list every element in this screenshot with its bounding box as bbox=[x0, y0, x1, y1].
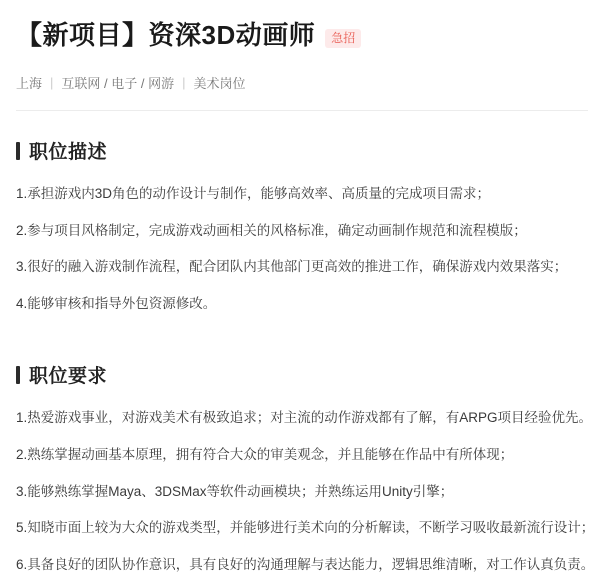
meta-separator-2: | bbox=[182, 75, 186, 91]
header-divider bbox=[16, 110, 588, 111]
description-item: 2.参与项目风格制定，完成游戏动画相关的风格标准，确定动画制作规范和流程模版； bbox=[16, 222, 527, 238]
title-row bbox=[16, 20, 588, 51]
page-title: 【新项目】资深3D动画师 bbox=[16, 20, 316, 50]
status-badge: 急招 bbox=[325, 29, 361, 48]
section-body-requirements bbox=[16, 408, 595, 574]
section-job-description bbox=[16, 137, 588, 313]
section-heading-label: 职位描述 bbox=[29, 142, 108, 164]
meta-separator-1: | bbox=[50, 75, 54, 91]
section-heading-description bbox=[16, 137, 588, 164]
section-heading-requirements bbox=[16, 361, 588, 388]
heading-accent-bar bbox=[16, 142, 20, 160]
requirement-item: 3.能够熟练掌握Maya、3DSMax等软件动画模块；并熟练运用Unity引擎； bbox=[16, 483, 454, 499]
section-body-description bbox=[16, 184, 588, 313]
section-heading-label: 职位要求 bbox=[29, 366, 108, 388]
heading-accent-bar bbox=[16, 366, 20, 384]
description-item: 3.很好的融入游戏制作流程，配合团队内其他部门更高效的推进工作，确保游戏内效果落实； bbox=[16, 259, 568, 275]
meta-category: 美术岗位 bbox=[193, 76, 246, 92]
description-item: 1.承担游戏内3D角色的动作设计与制作，能够高效率、高质量的完成项目需求； bbox=[16, 186, 491, 202]
description-item: 4.能够审核和指导外包资源修改。 bbox=[16, 295, 217, 311]
section-spacer bbox=[16, 313, 588, 335]
requirement-item: 2.熟练掌握动画基本原理，拥有符合大众的审美观念，并且能够在作品中有所体现； bbox=[16, 447, 514, 462]
meta-industry: 互联网 / 电子 / 网游 bbox=[61, 76, 175, 92]
section-job-requirements bbox=[16, 361, 595, 574]
requirement-item: 6.具备良好的团队协作意识，具有良好的沟通理解与表达能力，逻辑思维清晰，对工作认真负责。 bbox=[16, 556, 595, 572]
requirement-item: 1.热爱游戏事业，对游戏美术有极致追求；对主流的动作游戏都有了解，有ARPG项目经验优先。 bbox=[16, 410, 593, 426]
requirement-item: 5.知晓市面上较为大众的游戏类型，并能够进行美术向的分析解读，不断学习吸收最新流行设计； bbox=[16, 520, 595, 536]
meta-location: 上海 bbox=[16, 76, 43, 92]
breadcrumb bbox=[16, 73, 588, 92]
